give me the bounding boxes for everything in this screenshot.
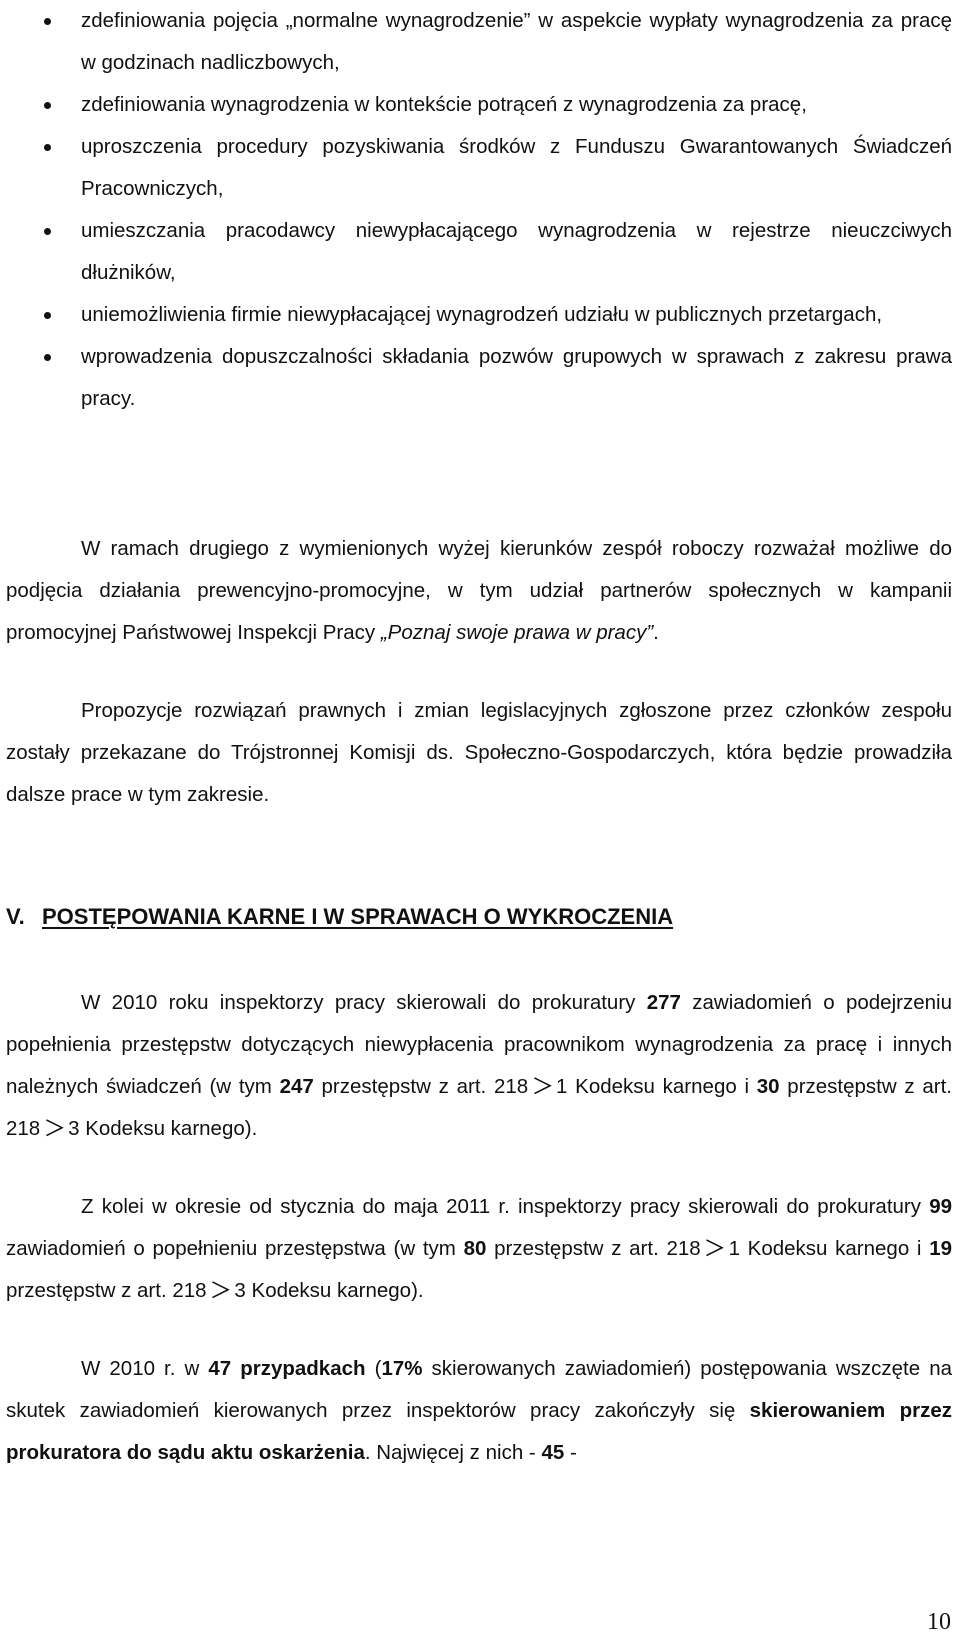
page-number: 10	[927, 1609, 951, 1635]
section-icon	[704, 1238, 725, 1257]
list-item: uproszczenia procedury pozyskiwania środków z Funduszu Gwarantowanych Świadczeń Pracowniczych,	[0, 126, 960, 210]
list-item: zdefiniowania wynagrodzenia w kontekście potrąceń z wynagrodzenia za pracę,	[0, 84, 960, 126]
paragraph-2010-notifications: W 2010 roku inspektorzy pracy skierowali do prokuratury 277 zawiadomień o podejrzeniu popełnienia przestępstw dotyczących niewypłacenia pracownikom wynagrodzenia za pracę i innych należnych świadczeń (w tym 247 przestępstw z art. 218 1 Kodeksu karnego i 30 przestępstw z art. 218 3 Kodeksu karnego).	[6, 991, 952, 1140]
section-icon	[44, 1118, 65, 1137]
section-icon	[210, 1280, 231, 1299]
section-heading: V. POSTĘPOWANIA KARNE I W SPRAWACH O WYKROCZENIA	[6, 904, 674, 929]
bullet-icon	[44, 228, 51, 235]
paragraph-proposals: Propozycje rozwiązań prawnych i zmian legislacyjnych zgłoszone przez członków zespołu zostały przekazane do Trójstronnej Komisji ds. Społeczno-Gospodarczych, która będzie prowadziła dalsze prace w tym zakresie.	[6, 699, 952, 806]
paragraph-prevention: W ramach drugiego z wymienionych wyżej kierunków zespół roboczy rozważał możliwe do podjęcia działania prewencyjno-promocyjne, w tym udział partnerów społecznych w kampanii promocyjnej Państwowej Inspekcji Pracy „Poznaj swoje prawa w pracy”.	[6, 537, 952, 644]
list-item: umieszczania pracodawcy niewypłacającego wynagrodzenia w rejestrze nieuczciwych dłużników,	[0, 210, 960, 294]
bullet-list	[0, 0, 960, 420]
list-item: wprowadzenia dopuszczalności składania pozwów grupowych w sprawach z zakresu prawa pracy.	[0, 336, 960, 420]
paragraph-2011-notifications: Z kolei w okresie od stycznia do maja 2011 r. inspektorzy pracy skierowali do prokuratury 99 zawiadomień o popełnieniu przestępstwa (w tym 80 przestępstw z art. 218 1 Kodeksu karnego i 19 przestępstw z art. 218 3 Kodeksu karnego).	[6, 1195, 953, 1302]
bullet-icon	[44, 354, 51, 361]
bullet-icon	[44, 144, 51, 151]
bullet-icon	[44, 312, 51, 319]
bullet-icon	[44, 18, 51, 25]
list-item: uniemożliwienia firmie niewypłacającej wynagrodzeń udziału w publicznych przetargach,	[0, 294, 960, 336]
paragraph-indictments: W 2010 r. w 47 przypadkach (17% skierowanych zawiadomień) postępowania wszczęte na skutek zawiadomień kierowanych przez inspektorów pracy zakończyły się skierowaniem przez prokuratora do sądu aktu oskarżenia. Najwięcej z nich - 45 -	[6, 1357, 953, 1464]
section-icon	[532, 1076, 553, 1095]
list-item: zdefiniowania pojęcia „normalne wynagrodzenie” w aspekcie wypłaty wynagrodzenia za pracę w godzinach nadliczbowych,	[0, 0, 960, 84]
bullet-icon	[44, 102, 51, 109]
